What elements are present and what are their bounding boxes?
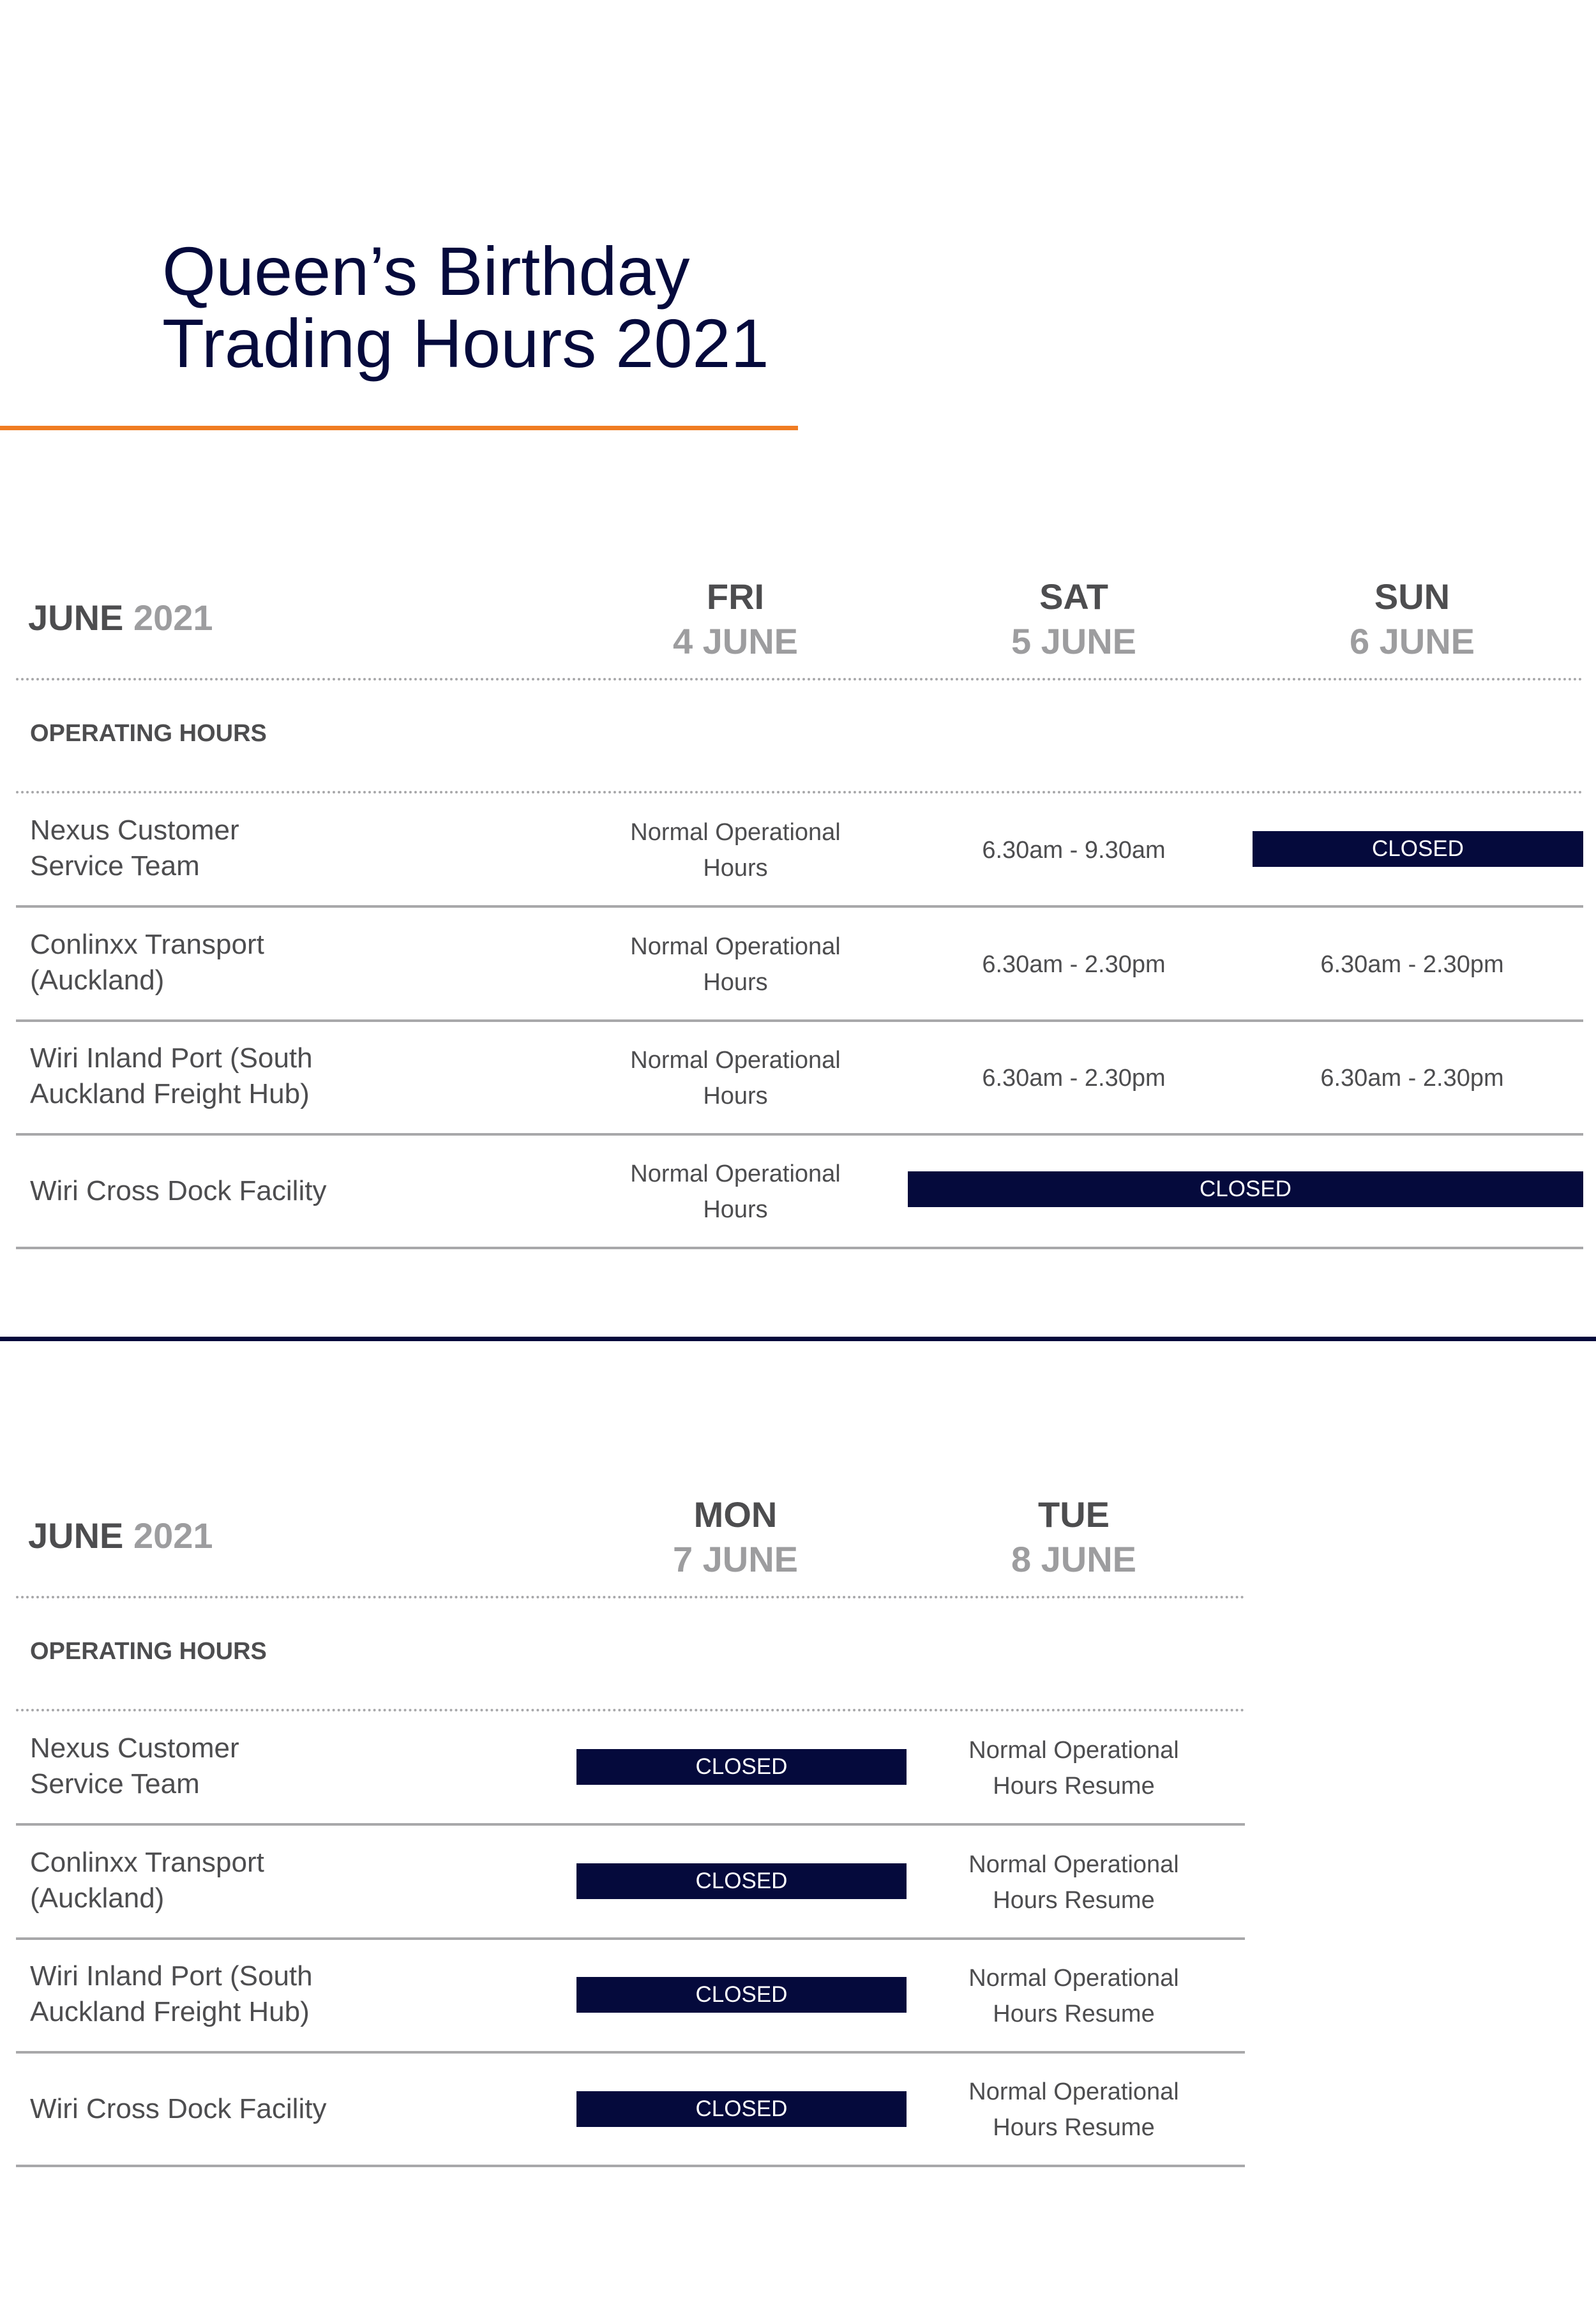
section1-operating-divider bbox=[16, 791, 1583, 793]
day-of-week: SUN bbox=[1374, 576, 1450, 617]
section2-row2-mon-closed-badge: CLOSED bbox=[576, 1863, 907, 1899]
section1-day-fri bbox=[621, 575, 850, 664]
cell-line1: Normal Operational bbox=[630, 1047, 841, 1074]
section2-year: 2021 bbox=[133, 1515, 213, 1556]
section1-month-label bbox=[28, 597, 213, 638]
section2-row3-tue bbox=[921, 1960, 1227, 2032]
section1-operating-hours-label: OPERATING HOURS bbox=[30, 720, 267, 747]
section1-day-sat bbox=[959, 575, 1189, 664]
section2-row1-tue bbox=[921, 1732, 1227, 1804]
section1-row1-sun-closed-badge: CLOSED bbox=[1253, 831, 1583, 867]
day-date: 4 JUNE bbox=[672, 621, 799, 661]
row-name-line1: Conlinxx Transport bbox=[30, 929, 264, 960]
row-name-line2: Auckland Freight Hub) bbox=[30, 1078, 310, 1109]
section2-row2-tue bbox=[921, 1847, 1227, 1918]
title-underline bbox=[0, 426, 798, 430]
row-name-line1: Conlinxx Transport bbox=[30, 1847, 264, 1878]
day-date: 7 JUNE bbox=[672, 1539, 799, 1579]
day-of-week: TUE bbox=[1038, 1494, 1110, 1535]
day-date: 6 JUNE bbox=[1349, 621, 1475, 661]
section2-row3-label bbox=[30, 1958, 313, 2030]
section1-row1-fri bbox=[582, 815, 889, 886]
row-divider bbox=[16, 1937, 1245, 1940]
cell-line1: Normal Operational bbox=[968, 1737, 1179, 1764]
section2-row1-mon-closed-badge: CLOSED bbox=[576, 1749, 907, 1785]
section1-row2-sat: 6.30am - 2.30pm bbox=[982, 951, 1166, 978]
row-name-line2: Auckland Freight Hub) bbox=[30, 1996, 310, 2027]
row-divider bbox=[16, 1247, 1583, 1249]
row-name-line2: (Auckland) bbox=[30, 1882, 165, 1914]
section1-row3-sat: 6.30am - 2.30pm bbox=[982, 1065, 1166, 1092]
day-of-week: MON bbox=[693, 1494, 778, 1535]
cell-line2: Hours bbox=[703, 855, 768, 882]
title-line-1: Queen’s Birthday bbox=[162, 232, 690, 310]
section1-row2-fri bbox=[582, 929, 889, 1000]
cell-line2: Hours Resume bbox=[993, 1887, 1155, 1914]
section2-row1-label bbox=[30, 1731, 239, 1802]
section-divider bbox=[0, 1337, 1596, 1341]
row-name-line1: Wiri Inland Port (South bbox=[30, 1960, 313, 1992]
row-name-line2: Service Team bbox=[30, 1768, 200, 1799]
cell-line2: Hours bbox=[703, 1196, 768, 1223]
day-date: 8 JUNE bbox=[1011, 1539, 1137, 1579]
section2-month-label bbox=[28, 1515, 213, 1556]
cell-line2: Hours Resume bbox=[993, 1773, 1155, 1799]
section1-year: 2021 bbox=[133, 597, 213, 638]
day-of-week: FRI bbox=[706, 576, 765, 617]
section1-row4-sat-sun-closed-badge: CLOSED bbox=[908, 1171, 1583, 1207]
row-name-line2: Service Team bbox=[30, 850, 200, 882]
section1-day-sun bbox=[1297, 575, 1527, 664]
row-name-line1: Nexus Customer bbox=[30, 1732, 239, 1764]
cell-line1: Normal Operational bbox=[968, 1965, 1179, 1992]
row-divider bbox=[16, 1019, 1583, 1022]
title-line-2: Trading Hours 2021 bbox=[162, 304, 769, 382]
cell-line1: Normal Operational bbox=[630, 1161, 841, 1187]
cell-line1: Normal Operational bbox=[630, 819, 841, 846]
section2-month: JUNE bbox=[28, 1515, 124, 1556]
cell-line2: Hours bbox=[703, 969, 768, 996]
section1-row3-label bbox=[30, 1041, 313, 1112]
section2-row4-label: Wiri Cross Dock Facility bbox=[30, 2093, 327, 2124]
row-divider bbox=[16, 1133, 1583, 1136]
row-divider bbox=[16, 905, 1583, 908]
section1-row4-label: Wiri Cross Dock Facility bbox=[30, 1175, 327, 1206]
section1-month: JUNE bbox=[28, 597, 124, 638]
cell-line2: Hours Resume bbox=[993, 2001, 1155, 2027]
day-date: 5 JUNE bbox=[1011, 621, 1137, 661]
row-divider bbox=[16, 2165, 1245, 2167]
row-name-line2: (Auckland) bbox=[30, 965, 165, 996]
section2-row2-label bbox=[30, 1845, 264, 1916]
section1-row2-label bbox=[30, 927, 264, 998]
cell-line2: Hours Resume bbox=[993, 2114, 1155, 2141]
section1-row3-fri bbox=[582, 1042, 889, 1114]
cell-line1: Normal Operational bbox=[968, 2078, 1179, 2105]
section2-day-tue bbox=[959, 1492, 1189, 1582]
section2-operating-divider bbox=[16, 1709, 1245, 1711]
row-divider bbox=[16, 2051, 1245, 2054]
section2-operating-hours-label: OPERATING HOURS bbox=[30, 1638, 267, 1665]
cell-line2: Hours bbox=[703, 1083, 768, 1109]
section2-header-divider bbox=[16, 1596, 1245, 1598]
section1-row3-sun: 6.30am - 2.30pm bbox=[1320, 1065, 1504, 1092]
section1-row2-sun: 6.30am - 2.30pm bbox=[1320, 951, 1504, 978]
section1-row1-label bbox=[30, 813, 239, 884]
cell-line1: Normal Operational bbox=[968, 1851, 1179, 1878]
section1-row4-fri bbox=[582, 1156, 889, 1228]
row-divider bbox=[16, 1823, 1245, 1826]
section2-row3-mon-closed-badge: CLOSED bbox=[576, 1977, 907, 2013]
section2-row4-mon-closed-badge: CLOSED bbox=[576, 2091, 907, 2127]
cell-line1: Normal Operational bbox=[630, 933, 841, 960]
row-name-line1: Nexus Customer bbox=[30, 815, 239, 846]
page-title bbox=[162, 232, 769, 382]
section2-row4-tue bbox=[921, 2074, 1227, 2145]
row-name-line1: Wiri Inland Port (South bbox=[30, 1042, 313, 1074]
section2-day-mon bbox=[621, 1492, 850, 1582]
day-of-week: SAT bbox=[1039, 576, 1108, 617]
section1-row1-sat: 6.30am - 9.30am bbox=[982, 837, 1166, 864]
section1-header-divider bbox=[16, 678, 1583, 680]
